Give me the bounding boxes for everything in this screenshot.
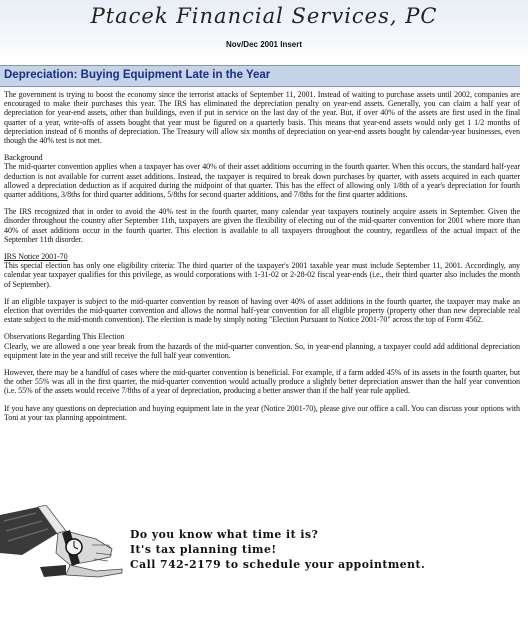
footer	[0, 505, 528, 590]
eligible-paragraph: If an eligible taxpayer is subject to the mid-quarter convention by reason of having over 40% of asset additions in the fourth quarter, the taxpayer may make an election that overrides the mid-quarter convention and allows the normal half-year convention for all eligible property (property other than new depreciable real estate subject to the mid-month convention). The election is made by simply noting "Election Pursuant to Notice 2001-70" across the top of Form 4562.	[4, 296, 520, 325]
background-paragraph: The mid-quarter convention applies when a taxpayer has over 40% of their asset additions occurring in the fourth quarter. When this occurs, the standard half-year deduction is not available for current asset additions. Instead, the taxpayer is required to break down purchases by quarter, with assets acquired in each quarter allowed a depreciation deduction as if acquired during the midpoint of that quarter. This has the effect of allowing only 1/8th of a year's depreciation for fourth quarter additions, 3/8ths for third quarter additions, 5/8ths for second quarter additions, and 7/8ths for the first quarter additions.	[4, 162, 520, 200]
observations-heading: Observations Regarding This Election	[4, 332, 125, 342]
however-paragraph: However, there may be a handful of cases where the mid-quarter convention is beneficial. For example, if a farm added 45% of its assets in the fourth quarter, but the other 55% was all in the first quarter, the mid-quarter convention would actually produce a slightly better depreciation answer than the half year convention (i.e. 55% of the assets would receive 7/8ths of a year of depreciation, producing a better answer than if the half year rule applied.	[4, 368, 520, 396]
firm-name: Ptacek Financial Services, PC	[90, 4, 438, 28]
footer-message	[130, 527, 520, 572]
notice-heading: IRS Notice 2001-70	[4, 252, 68, 262]
contact-paragraph: If you have any questions on depreciation and buying equipment late in the year (Notice 2001-70), please give our office a call. You can discuss your options with Toni at your tax planning appointment.	[4, 403, 520, 422]
insert-date: Nov/Dec 2001 Insert	[225, 40, 303, 49]
article-body	[4, 90, 520, 430]
background-heading: Background	[4, 153, 43, 163]
footer-line-tax-time: It's tax planning time!	[130, 543, 277, 556]
article-title: Depreciation: Buying Equipment Late in the Year	[4, 69, 271, 81]
footer-line-question: Do you know what time it is?	[130, 528, 319, 541]
footer-line-call: Call 742-2179 to schedule your appointment.	[130, 558, 426, 571]
notice-paragraph: This special election has only one eligibility criteria: The third quarter of the taxpayer's 2001 taxable year must include September 11, 2001. Accordingly, any calendar year taxpayer qualifies for this privilege, as would corporations with 1-31-02 or 2-28-02 fiscal year-ends (i.e., their third quarter also includes the month of September).	[4, 261, 520, 289]
irs-paragraph: The IRS recognized that in order to avoid the 40% test in the fourth quarter, many calendar year taxpayers routinely acquire assets in September. Given the disorder throughout the country after September 11th, taxpayers are given the flexibility of electing out of the mid-quarter convention for 2001 where more than 40% of asset additions occur in the fourth quarter. This election is available to all taxpayers throughout the country, regardless of the actual impact of the September 11th disorder.	[4, 207, 520, 244]
intro-paragraph: The government is trying to boost the economy since the terrorist attacks of September 11, 2001. Instead of waiting to purchase assets until 2002, companies are encouraged to make their purchases this year. The IRS has eliminated the depreciation penalty on year-end assets. Generally, you can claim a half year of depreciation for year-end assets, other than buildings, even if put in service on the last day of the year. But, if over 40% of the assets are first used in the final quarter of a year, write-offs of assets bought that year must be figured on a quarterly basis. This means that year-end assets would only get 1 1/2 months of depreciation instead of 6 months of depreciation. The Treasury will allow six months of depreciation on year-end assets bought by calendar-year businesses, even though the 40% test is not met.	[4, 90, 520, 146]
wristwatch-hand-icon	[0, 505, 125, 585]
observations-paragraph: Clearly, we are allowed a one year break from the hazards of the mid-quarter convention. So, in year-end planning, a taxpayer could add additional depreciation equipment late in the year and still receive the full half year convention.	[4, 341, 520, 360]
article-title-bar	[0, 65, 520, 87]
